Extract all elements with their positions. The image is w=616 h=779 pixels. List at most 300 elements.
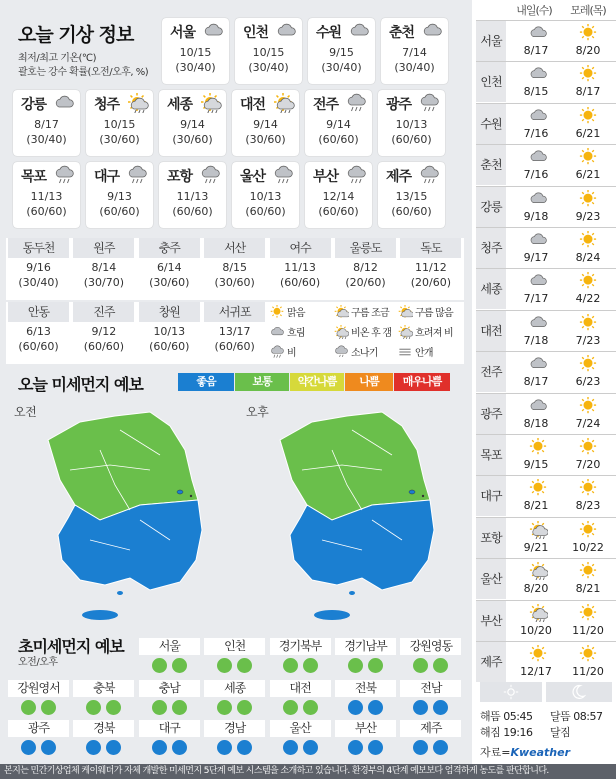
rain-icon [417, 93, 441, 113]
cloud-icon [528, 107, 548, 125]
region-name: 울릉도 [335, 238, 396, 258]
forecast-row [476, 393, 616, 434]
city-card [13, 162, 80, 228]
city-name: 서울 [170, 25, 196, 41]
fine-pm-dot [41, 700, 56, 715]
tomorrow-temp: 8/21 [523, 499, 549, 513]
forecast-row [476, 20, 616, 61]
day-after-temp: 7/20 [575, 458, 601, 471]
forecast-row [476, 351, 616, 392]
sun-icon [269, 305, 285, 319]
fine-region-name: 부산 [335, 720, 396, 737]
region-prob: (60/60) [214, 340, 255, 353]
sun-icon [578, 65, 598, 83]
region-cell [71, 238, 136, 290]
tomorrow-temp: 10/20 [520, 623, 552, 637]
region-name: 서산 [204, 238, 265, 258]
fine-am-dot [283, 700, 298, 715]
cloud-icon [269, 325, 285, 339]
city-name: 울산 [240, 169, 266, 185]
city-card [378, 90, 445, 156]
sun-icon [578, 231, 598, 249]
forecast-row [476, 144, 616, 185]
city-temp: 10/15 [103, 118, 136, 131]
region-name: 서귀포 [204, 302, 265, 322]
rain-icon [344, 165, 368, 185]
fine-region-name: 인천 [204, 638, 265, 655]
city-prob: (60/60) [391, 133, 432, 146]
city-temp: 10/15 [252, 46, 285, 59]
legend-label: 흐려져 비 [415, 328, 453, 339]
prob-legend: 괄호는 강수 확률(오전/오후, %) [18, 67, 149, 78]
sun-icon [528, 645, 548, 663]
fine-dust-cell [398, 638, 463, 673]
moon-icon [570, 684, 586, 700]
region-cell [6, 238, 71, 290]
am-label: 오전 [14, 405, 37, 419]
city-name: 세종 [167, 97, 193, 113]
day-after-temp: 6/21 [575, 126, 601, 140]
forecast-row [476, 61, 616, 102]
day-after-temp: 9/23 [575, 209, 601, 223]
cloud-icon [528, 190, 548, 208]
tomorrow-temp: 8/15 [523, 85, 549, 99]
fine-dust-cell [202, 680, 267, 715]
forecast-row [476, 227, 616, 268]
dust-map-am [20, 410, 220, 620]
legend-item [397, 304, 453, 319]
fine-am-dot [21, 740, 36, 755]
tomorrow-temp: 7/18 [523, 333, 549, 347]
forecast-city: 제주 [476, 642, 506, 682]
moonset: 달짐 [550, 726, 571, 739]
city-card [305, 90, 372, 156]
day-after-temp: 10/22 [572, 540, 604, 554]
tomorrow-temp: 7/16 [523, 126, 549, 140]
day-after-temp: 6/23 [575, 375, 601, 389]
rain-icon [269, 345, 285, 359]
dust-level-1: 보통 [235, 373, 289, 391]
fine-dust-cell [71, 720, 136, 755]
fine-am-dot [348, 740, 363, 755]
pm-label: 오후 [246, 405, 269, 419]
fine-am-dot [413, 700, 428, 715]
sun-icon [578, 24, 598, 42]
city-temp: 10/13 [395, 118, 428, 131]
fine-dust-cell [6, 720, 71, 755]
city-card [381, 18, 448, 84]
sun-small-cloud-icon [333, 305, 349, 319]
city-temp: 10/13 [249, 190, 282, 203]
sun-icon [503, 684, 519, 700]
city-card [232, 162, 299, 228]
region-cell [71, 302, 136, 354]
rain-icon [198, 165, 222, 185]
city-temp: 11/13 [30, 190, 63, 203]
fine-pm-dot [303, 658, 318, 673]
fine-dust-cell [137, 720, 202, 755]
forecast-city: 청주 [476, 228, 506, 268]
city-name: 수원 [316, 25, 342, 41]
sun-rain-icon [528, 562, 548, 580]
city-temp: 9/14 [253, 118, 278, 131]
day-after-temp: 8/20 [575, 44, 601, 57]
legend-label: 흐림 [287, 328, 305, 339]
forecast-city: 인천 [476, 62, 506, 102]
tomorrow-temp: 8/17 [523, 375, 549, 389]
legend-item [397, 344, 433, 359]
region-prob: (20/60) [345, 276, 386, 289]
fine-dust-cell [202, 638, 267, 673]
forecast-row [476, 475, 616, 516]
region-cell [137, 302, 202, 354]
fine-am-dot [217, 700, 232, 715]
city-prob: (30/60) [245, 133, 286, 146]
city-name: 대전 [240, 97, 266, 113]
tomorrow-temp: 8/18 [523, 416, 549, 430]
day-after-temp: 8/23 [575, 499, 601, 513]
city-prob: (60/60) [172, 205, 213, 218]
fine-pm-dot [303, 740, 318, 755]
city-name: 목포 [21, 169, 47, 185]
sun-rain-icon [271, 93, 295, 113]
day-after-temp: 6/21 [575, 168, 601, 182]
region-prob: (60/60) [83, 340, 125, 353]
region-temp: 6/14 [156, 261, 182, 274]
sun-box [480, 682, 542, 702]
tomorrow-temp: 8/20 [523, 582, 549, 596]
cloud-icon [201, 21, 225, 41]
legend-item [397, 324, 453, 339]
legend-label: 소나기 [351, 348, 378, 359]
legend-label: 구름 조금 [351, 308, 389, 319]
forecast-city: 대전 [476, 311, 506, 351]
region-prob: (30/60) [214, 276, 255, 289]
fine-pm-dot [368, 700, 383, 715]
city-prob: (60/60) [99, 205, 140, 218]
fog-icon [397, 345, 413, 359]
fine-pm-dot [368, 658, 383, 673]
forecast-row [476, 268, 616, 309]
fine-pm-dot [106, 740, 121, 755]
day-after-temp: 7/24 [575, 416, 601, 430]
day-after-temp: 4/22 [575, 292, 601, 306]
region-prob: (60/60) [18, 340, 59, 353]
fine-am-dot [152, 658, 167, 673]
fine-dust-sub: 오전/오후 [18, 657, 58, 668]
fine-region-name: 충북 [73, 680, 134, 697]
city-name: 청주 [94, 97, 120, 113]
fine-region-name: 강원영서 [8, 680, 69, 697]
rain-icon [344, 93, 368, 113]
rain-then-sun-icon [333, 325, 349, 339]
page-title: 오늘 기상 정보 [18, 24, 134, 46]
city-card [162, 18, 229, 84]
region-band-1 [6, 238, 464, 300]
fine-dust-cell [6, 680, 71, 715]
fine-pm-dot [237, 740, 252, 755]
forecast-panel [476, 0, 616, 764]
city-card [378, 162, 445, 228]
city-name: 포항 [167, 169, 193, 185]
city-name: 인천 [243, 25, 269, 41]
sun-rain-icon [198, 93, 222, 113]
col-day-after: 모레(목) [570, 4, 606, 17]
sun-icon [578, 562, 598, 580]
city-temp: 8/17 [34, 118, 59, 131]
fine-am-dot [348, 658, 363, 673]
forecast-city: 강릉 [476, 187, 506, 227]
cloud-icon [528, 65, 548, 83]
sun-icon [578, 314, 598, 332]
forecast-city: 전주 [476, 352, 506, 392]
cloud-icon [274, 21, 298, 41]
forecast-row [476, 434, 616, 475]
tomorrow-temp: 7/17 [523, 292, 549, 306]
legend-label: 안개 [415, 348, 433, 359]
sun-icon [578, 438, 598, 456]
city-prob: (60/60) [318, 205, 359, 218]
city-name: 강릉 [21, 97, 47, 113]
sun-icon [528, 438, 548, 456]
cloud-icon [347, 21, 371, 41]
cloud-icon [528, 314, 548, 332]
dust-title: 오늘 미세먼지 예보 [18, 375, 143, 394]
fine-region-name: 울산 [270, 720, 331, 737]
region-name: 창원 [139, 302, 200, 322]
footer-note: 본지는 민간기상업체 케이웨더가 자체 개발한 미세먼지 5단계 예보 시스템을 소개하고 있습니다. 환경부의 4단계 예보보다 엄격하게 농도를 판단합니다. [0, 764, 616, 779]
region-temp: 11/12 [415, 261, 447, 274]
fine-pm-dot [237, 700, 252, 715]
sun-icon [578, 190, 598, 208]
city-card [159, 90, 226, 156]
fine-am-dot [86, 740, 101, 755]
sun-icon [528, 479, 548, 497]
cloud-icon [528, 272, 548, 290]
region-cell [137, 238, 202, 290]
legend-item [269, 304, 305, 319]
fine-dust-cell [398, 680, 463, 715]
fine-am-dot [413, 658, 428, 673]
fine-region-name: 경기북부 [270, 638, 331, 655]
sunrise: 해뜸 05:45 [480, 710, 533, 723]
fine-region-name: 전북 [335, 680, 396, 697]
brand-logo: Kweather [510, 746, 571, 759]
forecast-row [476, 103, 616, 144]
forecast-city: 광주 [476, 394, 506, 434]
region-prob: (20/60) [410, 276, 452, 289]
rain-icon [52, 165, 76, 185]
city-prob: (30/40) [248, 61, 289, 74]
sun-icon [578, 397, 598, 415]
city-card [86, 90, 153, 156]
fine-dust-cell [268, 680, 333, 715]
region-name: 여수 [270, 238, 331, 258]
region-temp: 9/12 [91, 325, 117, 338]
city-card [235, 18, 302, 84]
cloud-icon [420, 21, 444, 41]
forecast-city: 서울 [476, 21, 506, 61]
city-temp: 11/13 [176, 190, 209, 203]
city-temp: 13/15 [395, 190, 428, 203]
legend-label: 비 [287, 348, 296, 359]
cloud-icon [528, 397, 548, 415]
city-name: 광주 [386, 97, 412, 113]
city-prob: (30/40) [321, 61, 362, 74]
tomorrow-temp: 9/17 [523, 251, 549, 264]
city-temp: 9/15 [329, 46, 354, 59]
rain-icon [417, 165, 441, 185]
city-card [305, 162, 372, 228]
forecast-row [476, 310, 616, 351]
fine-dust-cell [268, 720, 333, 755]
fine-dust-cell [333, 720, 398, 755]
city-temp: 12/14 [322, 190, 355, 203]
fine-dust-title: 초미세먼지 예보 [18, 637, 124, 656]
sun-rain-icon [528, 604, 548, 622]
fine-dust-cell [137, 680, 202, 715]
day-after-temp: 8/24 [575, 251, 601, 264]
dust-map-pm [252, 410, 452, 620]
legend-item [333, 304, 389, 319]
day-after-temp: 8/21 [575, 582, 601, 596]
forecast-row [476, 186, 616, 227]
fine-pm-dot [433, 740, 448, 755]
fine-pm-dot [433, 700, 448, 715]
region-name: 진주 [73, 302, 134, 322]
city-prob: (60/60) [245, 205, 286, 218]
moonrise: 달뜸 08:57 [550, 710, 603, 723]
tomorrow-temp: 9/18 [523, 209, 549, 223]
forecast-row [476, 600, 616, 641]
rain-icon [271, 165, 295, 185]
fine-pm-dot [172, 740, 187, 755]
city-prob: (30/40) [394, 61, 435, 74]
city-prob: (30/60) [172, 133, 213, 146]
fine-am-dot [283, 658, 298, 673]
city-name: 제주 [386, 169, 412, 185]
fine-region-name: 경북 [73, 720, 134, 737]
fine-am-dot [413, 740, 428, 755]
region-temp: 9/16 [26, 261, 51, 274]
day-after-temp: 7/23 [575, 333, 601, 347]
sun-icon [578, 148, 598, 166]
fine-region-name: 제주 [400, 720, 461, 737]
rain-icon [125, 165, 149, 185]
dust-level-2: 약간나쁨 [290, 373, 344, 391]
city-card [232, 90, 299, 156]
city-temp: 9/14 [326, 118, 351, 131]
sun-icon [578, 107, 598, 125]
col-tomorrow: 내일(수) [516, 4, 552, 17]
tomorrow-temp: 9/21 [523, 540, 549, 554]
fine-pm-dot [433, 658, 448, 673]
region-prob: (60/60) [149, 340, 190, 353]
fine-pm-dot [172, 658, 187, 673]
sun-icon [578, 645, 598, 663]
fine-pm-dot [303, 700, 318, 715]
sun-icon [578, 479, 598, 497]
fine-region-name: 경기남부 [335, 638, 396, 655]
fine-dust-cell [333, 680, 398, 715]
tomorrow-temp: 12/17 [520, 665, 552, 678]
fine-am-dot [348, 700, 363, 715]
forecast-city: 춘천 [476, 145, 506, 185]
forecast-row [476, 517, 616, 558]
fine-region-name: 대구 [139, 720, 200, 737]
city-prob: (30/40) [26, 133, 67, 146]
fine-dust-cell [333, 638, 398, 673]
sun-icon [578, 272, 598, 290]
legend-label: 비온 후 갬 [351, 328, 392, 339]
sunset: 해짐 19:16 [480, 726, 533, 739]
fine-am-dot [217, 658, 232, 673]
fine-region-name: 광주 [8, 720, 69, 737]
temp-legend: 최저/최고 기온(℃) [18, 53, 97, 64]
moon-box [546, 682, 612, 702]
region-name: 안동 [8, 302, 69, 322]
region-cell [202, 302, 267, 354]
city-temp: 9/14 [180, 118, 205, 131]
tomorrow-temp: 7/16 [523, 168, 549, 182]
fine-dust-cell [71, 680, 136, 715]
city-temp: 7/14 [402, 46, 427, 59]
city-name: 춘천 [389, 25, 415, 41]
cloud-icon [528, 24, 548, 42]
fine-am-dot [21, 700, 36, 715]
region-cell [6, 302, 71, 354]
fine-region-name: 경남 [204, 720, 265, 737]
city-card [86, 162, 153, 228]
fine-region-name: 강원영동 [400, 638, 461, 655]
city-card [13, 90, 80, 156]
tomorrow-temp: 9/15 [523, 458, 549, 471]
region-cell [398, 238, 463, 290]
sun-cloud-icon [397, 305, 413, 319]
dust-level-3: 나쁨 [345, 373, 393, 391]
tomorrow-temp: 8/17 [523, 44, 549, 57]
city-card [308, 18, 375, 84]
sun-rain-icon [125, 93, 149, 113]
day-after-temp: 8/17 [575, 85, 601, 99]
forecast-city: 목포 [476, 435, 506, 475]
fine-am-dot [283, 740, 298, 755]
day-after-temp: 11/20 [572, 665, 604, 678]
forecast-city: 울산 [476, 559, 506, 599]
fine-region-name: 대전 [270, 680, 331, 697]
fine-am-dot [217, 740, 232, 755]
city-card [159, 162, 226, 228]
region-cell [268, 238, 333, 290]
cloud-icon [528, 148, 548, 166]
cloud-icon [528, 355, 548, 373]
forecast-city: 포항 [476, 518, 506, 558]
fine-region-name: 충남 [139, 680, 200, 697]
source-label: 자료= [480, 746, 511, 759]
city-prob: (30/60) [99, 133, 140, 146]
region-name: 원주 [73, 238, 134, 258]
region-name: 독도 [400, 238, 461, 258]
fine-pm-dot [106, 700, 121, 715]
region-temp: 13/17 [218, 325, 251, 338]
region-temp: 8/14 [91, 261, 117, 274]
region-prob: (30/60) [149, 276, 190, 289]
city-name: 전주 [313, 97, 339, 113]
source-credit [480, 744, 570, 760]
shower-icon [333, 345, 349, 359]
fine-pm-dot [41, 740, 56, 755]
dust-level-0: 좋음 [178, 373, 234, 391]
